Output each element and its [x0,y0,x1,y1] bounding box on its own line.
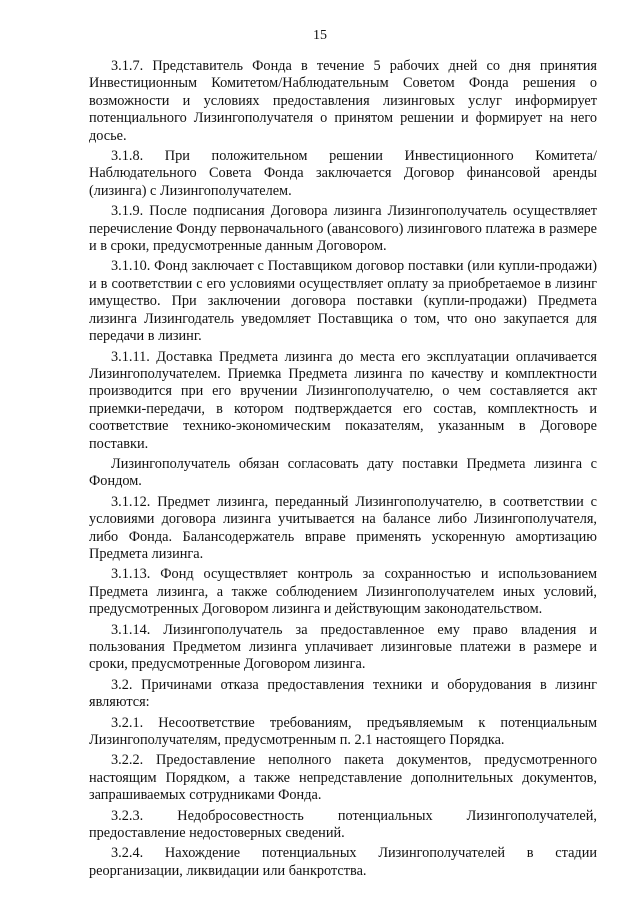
document-body [89,58,597,883]
page-number: 15 [313,28,327,43]
paragraph-3-2-4: 3.2.4. Нахождение потенциальных Лизингополучателей в стадии реорганизации, ликвидации или банкротства. [89,845,597,879]
paragraph-3-1-11: 3.1.11. Доставка Предмета лизинга до места его эксплуатации оплачивается Лизингополучателем. Приемка Предмета лизинга по качеству и комплектности производится при его вручении Лизингополучателю, о чем составляется акт приемки-передачи, в котором подтверждается его состав, комплектность и соответствие технико-экономическим показателям, указанным в Договоре поставки. [89,348,597,452]
paragraph-3-1-7: 3.1.7. Представитель Фонда в течение 5 рабочих дней со дня принятия Инвестиционным Комитетом/Наблюдательным Советом Фонда решения о возможности и условиях предоставления лизинговых услуг информирует потенциального Лизингополучателя о принятом решении и формирует на него досье. [89,58,597,144]
paragraph-delivery-agreement: Лизингополучатель обязан согласовать дату поставки Предмета лизинга с Фондом. [89,455,597,490]
paragraph-3-1-14: 3.1.14. Лизингополучатель за предоставленное ему право владения и пользования Предметом лизинга уплачивает лизинговые платежи в размере и сроки, предусмотренные Договором лизинга. [89,621,597,673]
paragraph-3-1-8: 3.1.8. При положительном решении Инвестиционного Комитета/Наблюдательного Совета Фонда заключается Договор финансовой аренды (лизинга) с Лизингополучателем. [89,148,597,199]
paragraph-3-2: 3.2. Причинами отказа предоставления техники и оборудования в лизинг являются: [89,676,597,711]
paragraph-3-1-10: 3.1.10. Фонд заключает с Поставщиком договор поставки (или купли-продажи) и в соответствии с его условиями осуществляет оплату за приобретаемое в лизинг имущество. При заключении договора поставки (купли-продажи) Предмета лизинга Лизингодатель уведомляет Поставщика о том, что оно закупается для передачи в лизинг. [89,258,597,345]
paragraph-3-2-2: 3.2.2. Предоставление неполного пакета документов, предусмотренного настоящим Порядком, а также непредставление дополнительных документов, запрашиваемых сотрудниками Фонда. [89,752,597,804]
paragraph-3-1-9: 3.1.9. После подписания Договора лизинга Лизингополучатель осуществляет перечисление Фонду первоначального (авансового) лизингового платежа в размере и в сроки, предусмотренные данным Договором. [89,203,597,255]
paragraph-3-1-13: 3.1.13. Фонд осуществляет контроль за сохранностью и использованием Предмета лизинга, а также соблюдением Лизингополучателем иных условий, предусмотренных Договором лизинга и действующим законодательством. [89,566,597,618]
paragraph-3-2-1: 3.2.1. Несоответствие требованиям, предъявляемым к потенциальным Лизингополучателям, предусмотренным п. 2.1 настоящего Порядка. [89,714,597,749]
paragraph-3-1-12: 3.1.12. Предмет лизинга, переданный Лизингополучателю, в соответствии с условиями договора лизинга учитывается на балансе либо Лизингополучателя, либо Фонда. Балансодержатель вправе применять ускоренную амортизацию Предмета лизинга. [89,493,597,562]
paragraph-3-2-3: 3.2.3. Недобросовестность потенциальных Лизингополучателей, предоставление недостоверных сведений. [89,807,597,842]
